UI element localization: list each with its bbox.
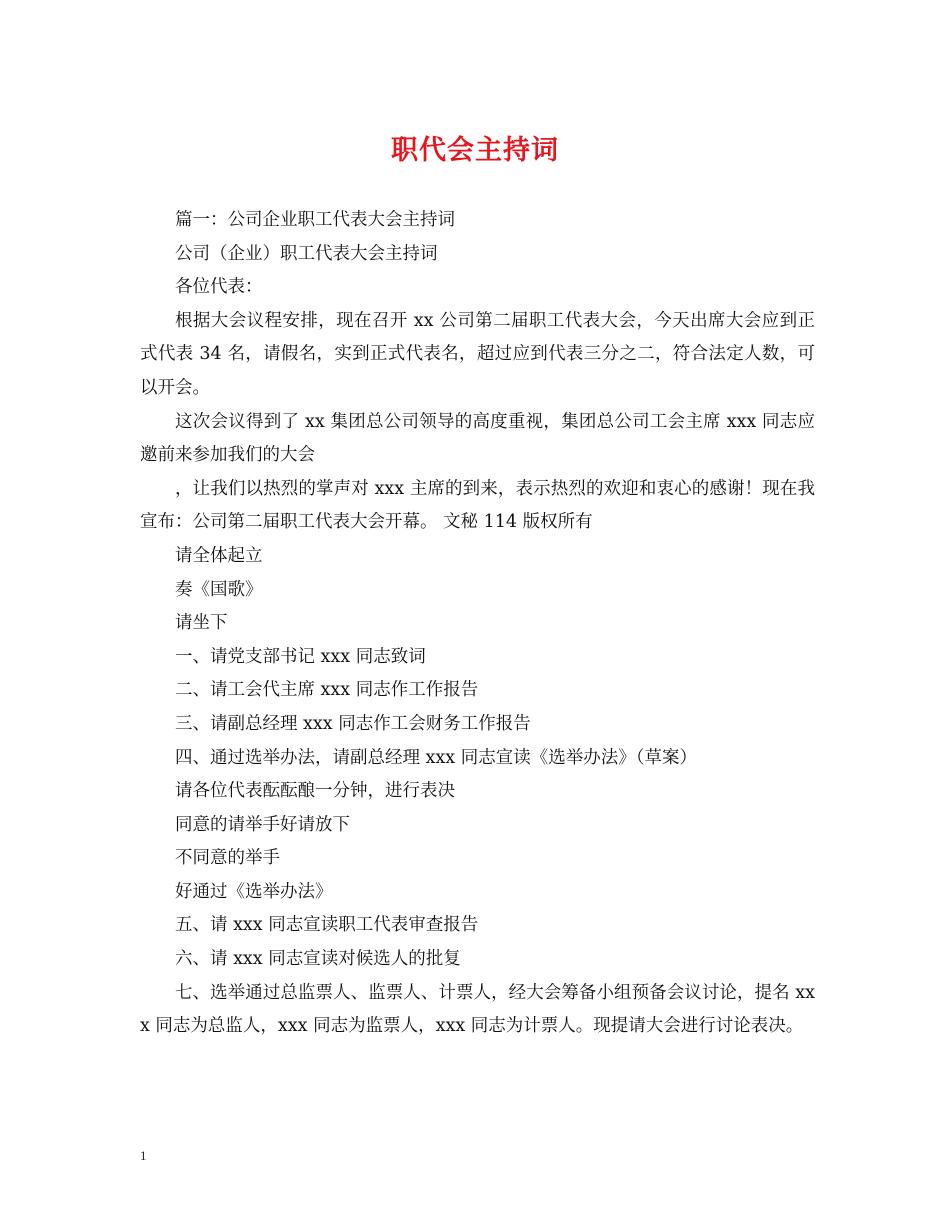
paragraph: 篇一：公司企业职工代表大会主持词 bbox=[175, 210, 455, 230]
document-body bbox=[140, 204, 815, 1044]
paragraph: 四、通过选举办法，请副总经理 xxx 同志宣读《选举办法》（草案） bbox=[175, 747, 697, 768]
paragraph: 五、请 xxx 同志宣读职工代表审查报告 bbox=[175, 915, 479, 936]
paragraph: ，让我们以热烈的掌声对 xxx 主席的到来，表示热烈的欢迎和衷心的感谢！现在我宣布：公司第二届职工代表大会开幕。 文秘 114 版权所有 bbox=[140, 478, 815, 533]
paragraph: 这次会议得到了 xx 集团总公司领导的高度重视，集团总公司工会主席 xxx 同志应邀前来参加我们的大会 bbox=[140, 411, 815, 466]
paragraph: 六、请 xxx 同志宣读对候选人的批复 bbox=[175, 949, 461, 970]
paragraph: 二、请工会代主席 xxx 同志作工作报告 bbox=[175, 680, 479, 701]
paragraph: 七、选举通过总监票人、监票人、计票人，经大会筹备小组预备会议讨论，提名 xxx 同志为总监人，xxx 同志为监票人，xxx 同志为计票人。现提请大会进行讨论表决。 bbox=[140, 982, 815, 1037]
paragraph: 一、请党支部书记 xxx 同志致词 bbox=[175, 646, 426, 667]
paragraph: 同意的请举手好请放下 bbox=[175, 814, 350, 835]
paragraph: 奏《国歌》 bbox=[175, 579, 263, 600]
page-number: 1 bbox=[140, 1148, 147, 1163]
paragraph: 不同意的举手 bbox=[175, 848, 280, 869]
paragraph: 各位代表： bbox=[175, 277, 263, 298]
paragraph: 请各位代表酝酝酿一分钟，进行表决 bbox=[175, 781, 455, 802]
document-title: 职代会主持词 bbox=[391, 135, 559, 166]
paragraph: 请全体起立 bbox=[175, 545, 263, 566]
paragraph: 根据大会议程安排，现在召开 xx 公司第二届职工代表大会，今天出席大会应到正式代表 34 名，请假名，实到正式代表名，超过应到代表三分之二，符合法定人数，可以开会。 bbox=[140, 310, 815, 398]
paragraph: 好通过《选举办法》 bbox=[175, 881, 333, 902]
paragraph: 三、请副总经理 xxx 同志作工会财务工作报告 bbox=[175, 713, 531, 734]
paragraph: 公司（企业）职工代表大会主持词 bbox=[175, 243, 438, 264]
paragraph: 请坐下 bbox=[175, 613, 228, 634]
